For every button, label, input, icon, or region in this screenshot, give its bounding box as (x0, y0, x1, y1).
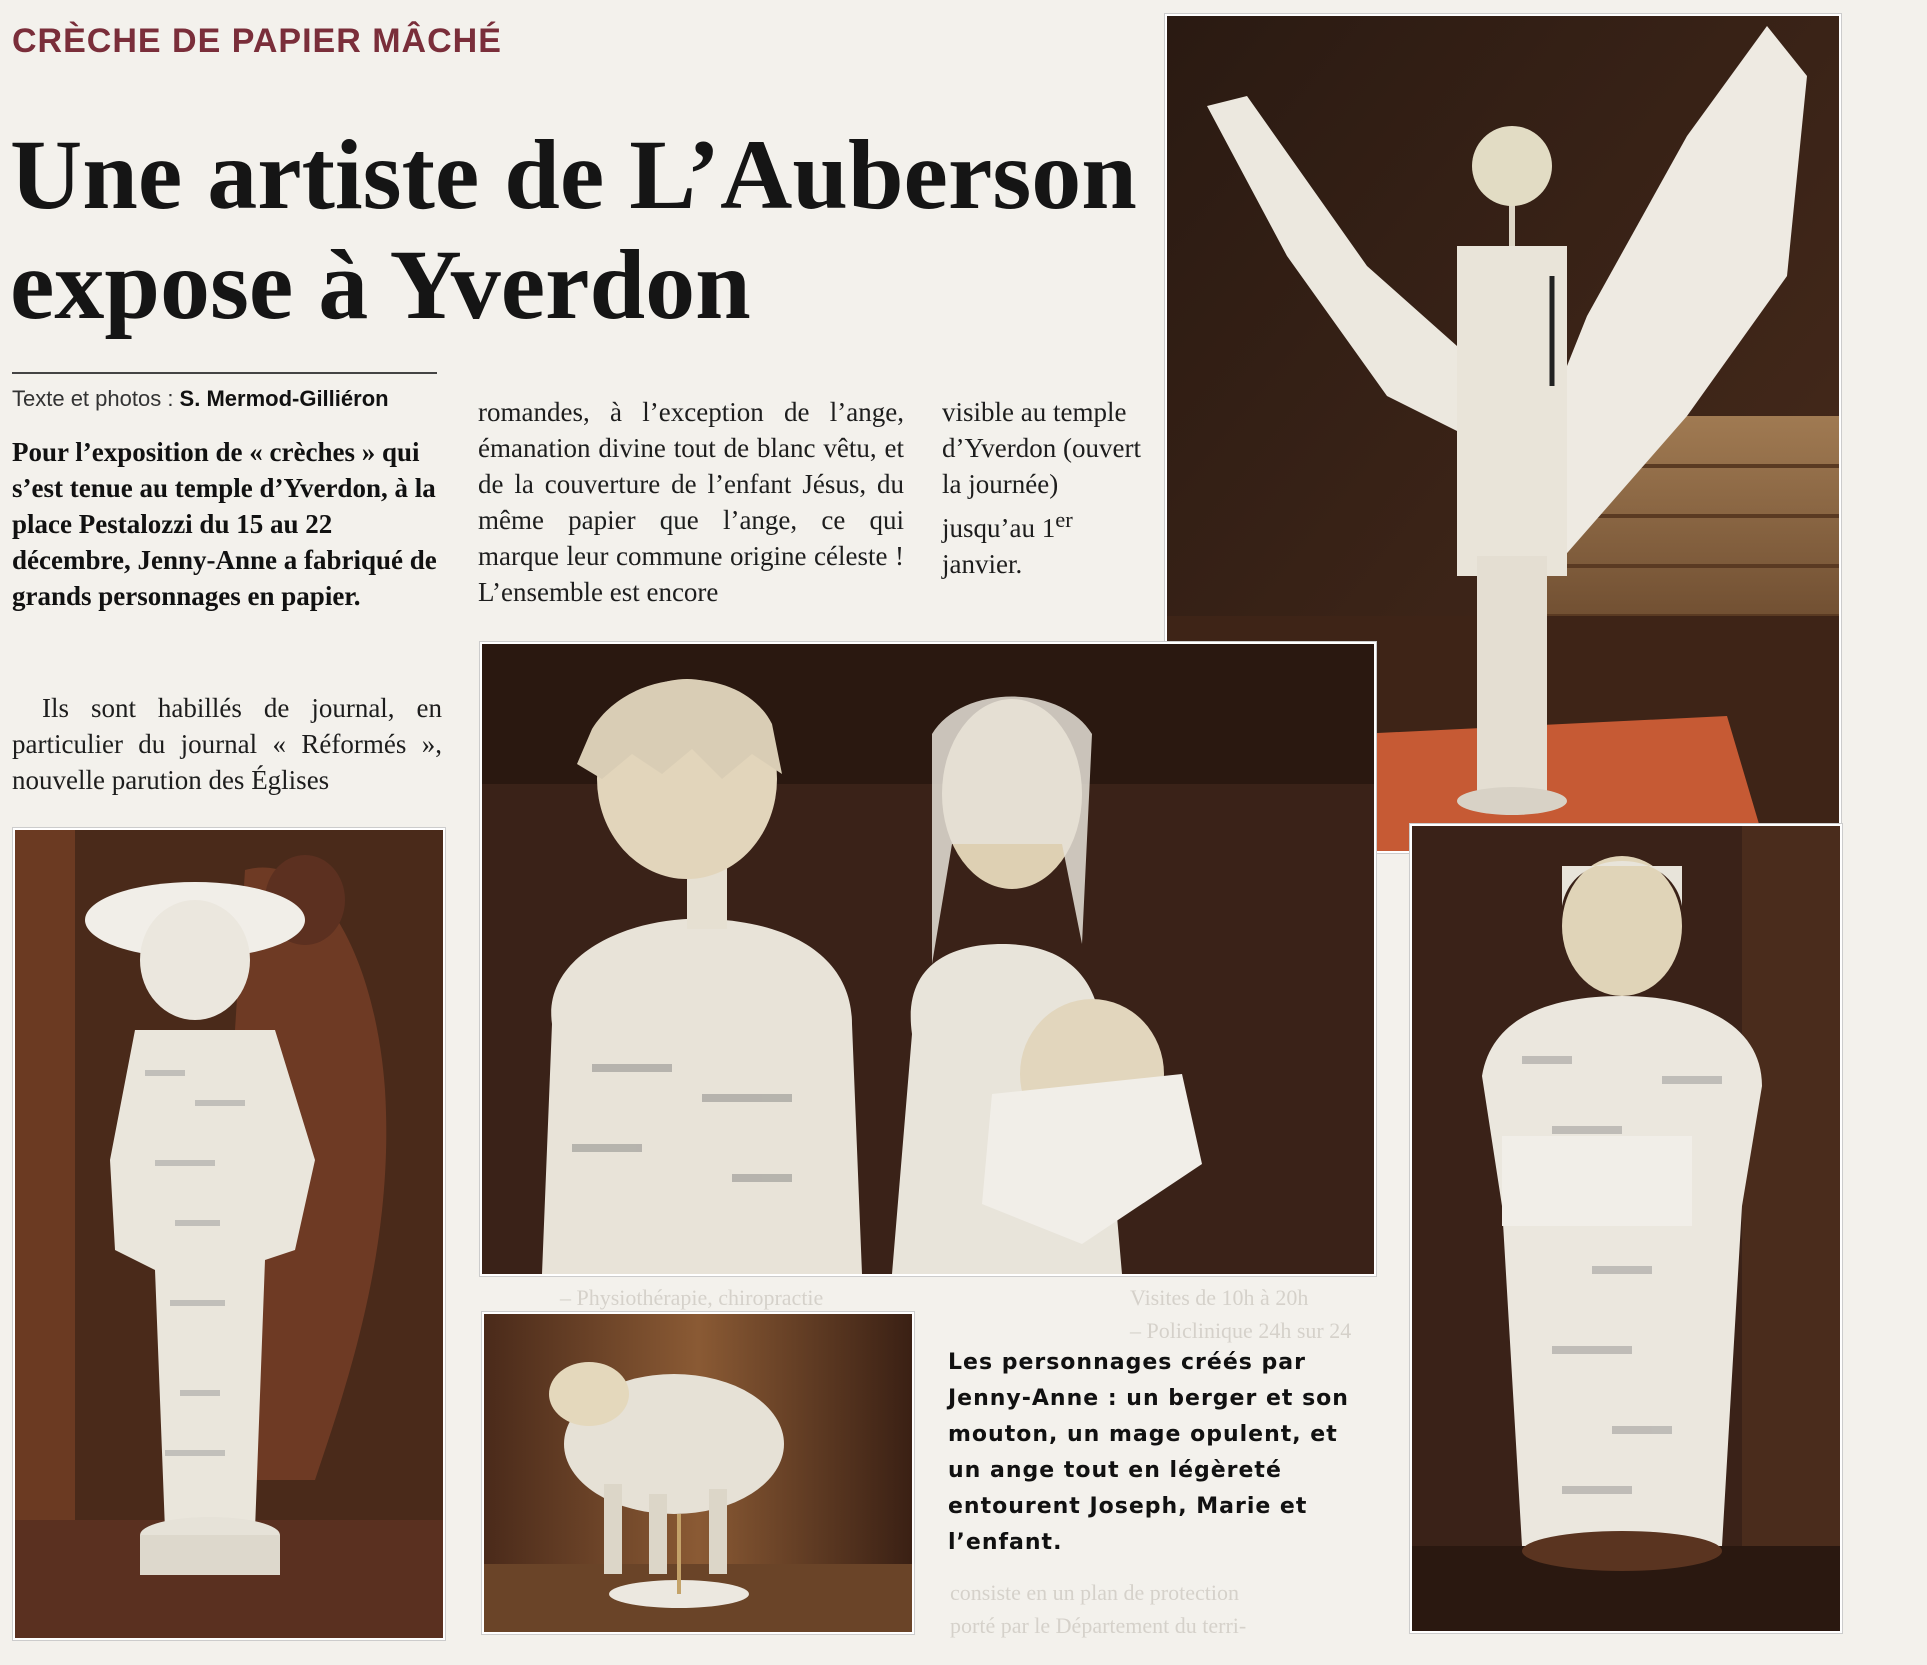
sheep-illustration (484, 1314, 912, 1632)
byline-prefix: Texte et photos : (12, 386, 180, 411)
headline-line-2: expose à Yverdon (10, 229, 751, 340)
article-paragraph-2: romandes, à l’exception de l’ange, émanation divine tout de blanc vêtu, et de la couverture de l’enfant Jésus, du même papier que l’ange, ce qui marque leur commune origine céleste ! L’ensemble est encore (478, 397, 904, 607)
photo-sheep (482, 1312, 914, 1634)
byline (12, 386, 389, 412)
photo-joseph-mary-child (480, 642, 1376, 1276)
article-headline (10, 120, 1140, 340)
magus-illustration (1412, 826, 1840, 1631)
paragraph-3-sup: er (1055, 507, 1073, 532)
headline-line-1: Une artiste de L’Auberson (10, 119, 1137, 230)
article-paragraph-3 (942, 394, 1142, 582)
byline-rule (12, 372, 437, 374)
photo-caption: Les personnages créés par Jenny-Anne : un berger et son mouton, un mage opulent, et un ange tout en légèreté entourent Joseph, Marie et l’enfant. (948, 1350, 1349, 1555)
paragraph-3-end: janvier. (942, 549, 1023, 579)
article-paragraph-1: Ils sont habillés de journal, en particulier du journal « Réformés », nouvelle parution des Églises (12, 693, 442, 795)
holy-family-illustration (482, 644, 1374, 1274)
byline-author: S. Mermod-Gilliéron (179, 386, 389, 411)
paragraph-3-start: visible au temple d’Yverdon (ouvert la journée) jusqu’au 1 (942, 397, 1141, 543)
shepherd-illustration (15, 830, 443, 1638)
photo-magus (1410, 824, 1842, 1633)
article-lead: Pour l’exposition de « crèches » qui s’est tenue au temple d’Yverdon, à la place Pestalozzi du 15 au 22 décembre, Jenny-Anne a fabriqué de grands personnages en papier. (12, 437, 437, 611)
photo-shepherd (13, 828, 445, 1640)
section-kicker: CRÈCHE DE PAPIER MÂCHÉ (12, 22, 502, 60)
